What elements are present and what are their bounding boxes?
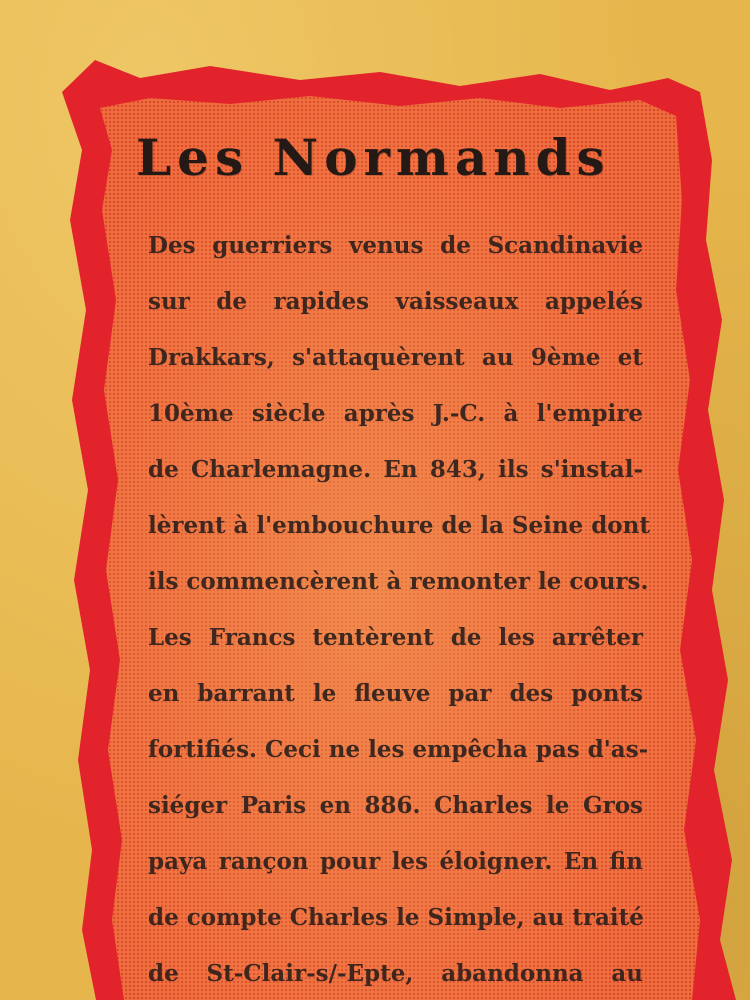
text-line: de Charlemagne. En 843, ils s'instal- — [148, 456, 643, 483]
text-line: lèrent à l'embouchure de la Seine dont — [148, 512, 650, 539]
text-line: en barrant le fleuve par des ponts — [148, 680, 643, 707]
text-line: Drakkars, s'attaquèrent au 9ème et — [148, 344, 643, 371]
text-line: Les Francs tentèrent de les arrêter — [148, 624, 643, 651]
page-title: Les Normands — [136, 128, 611, 187]
text-line: de compte Charles le Simple, au traité — [148, 904, 644, 931]
text-line: Des guerriers venus de Scandinavie — [148, 232, 643, 259]
text-line: fortifiés. Ceci ne les empêcha pas d'as- — [148, 736, 649, 763]
text-line: ils commencèrent à remonter le cours. — [148, 568, 649, 595]
text-line: siéger Paris en 886. Charles le Gros — [148, 792, 643, 819]
text-line: paya rançon pour les éloigner. En fin — [148, 848, 643, 875]
text-line: de St-Clair-s/-Epte, abandonna au — [148, 960, 643, 987]
text-line: sur de rapides vaisseaux appelés — [148, 288, 643, 315]
scroll-text — [136, 118, 650, 998]
text-line: 10ème siècle après J.-C. à l'empire — [148, 400, 643, 427]
